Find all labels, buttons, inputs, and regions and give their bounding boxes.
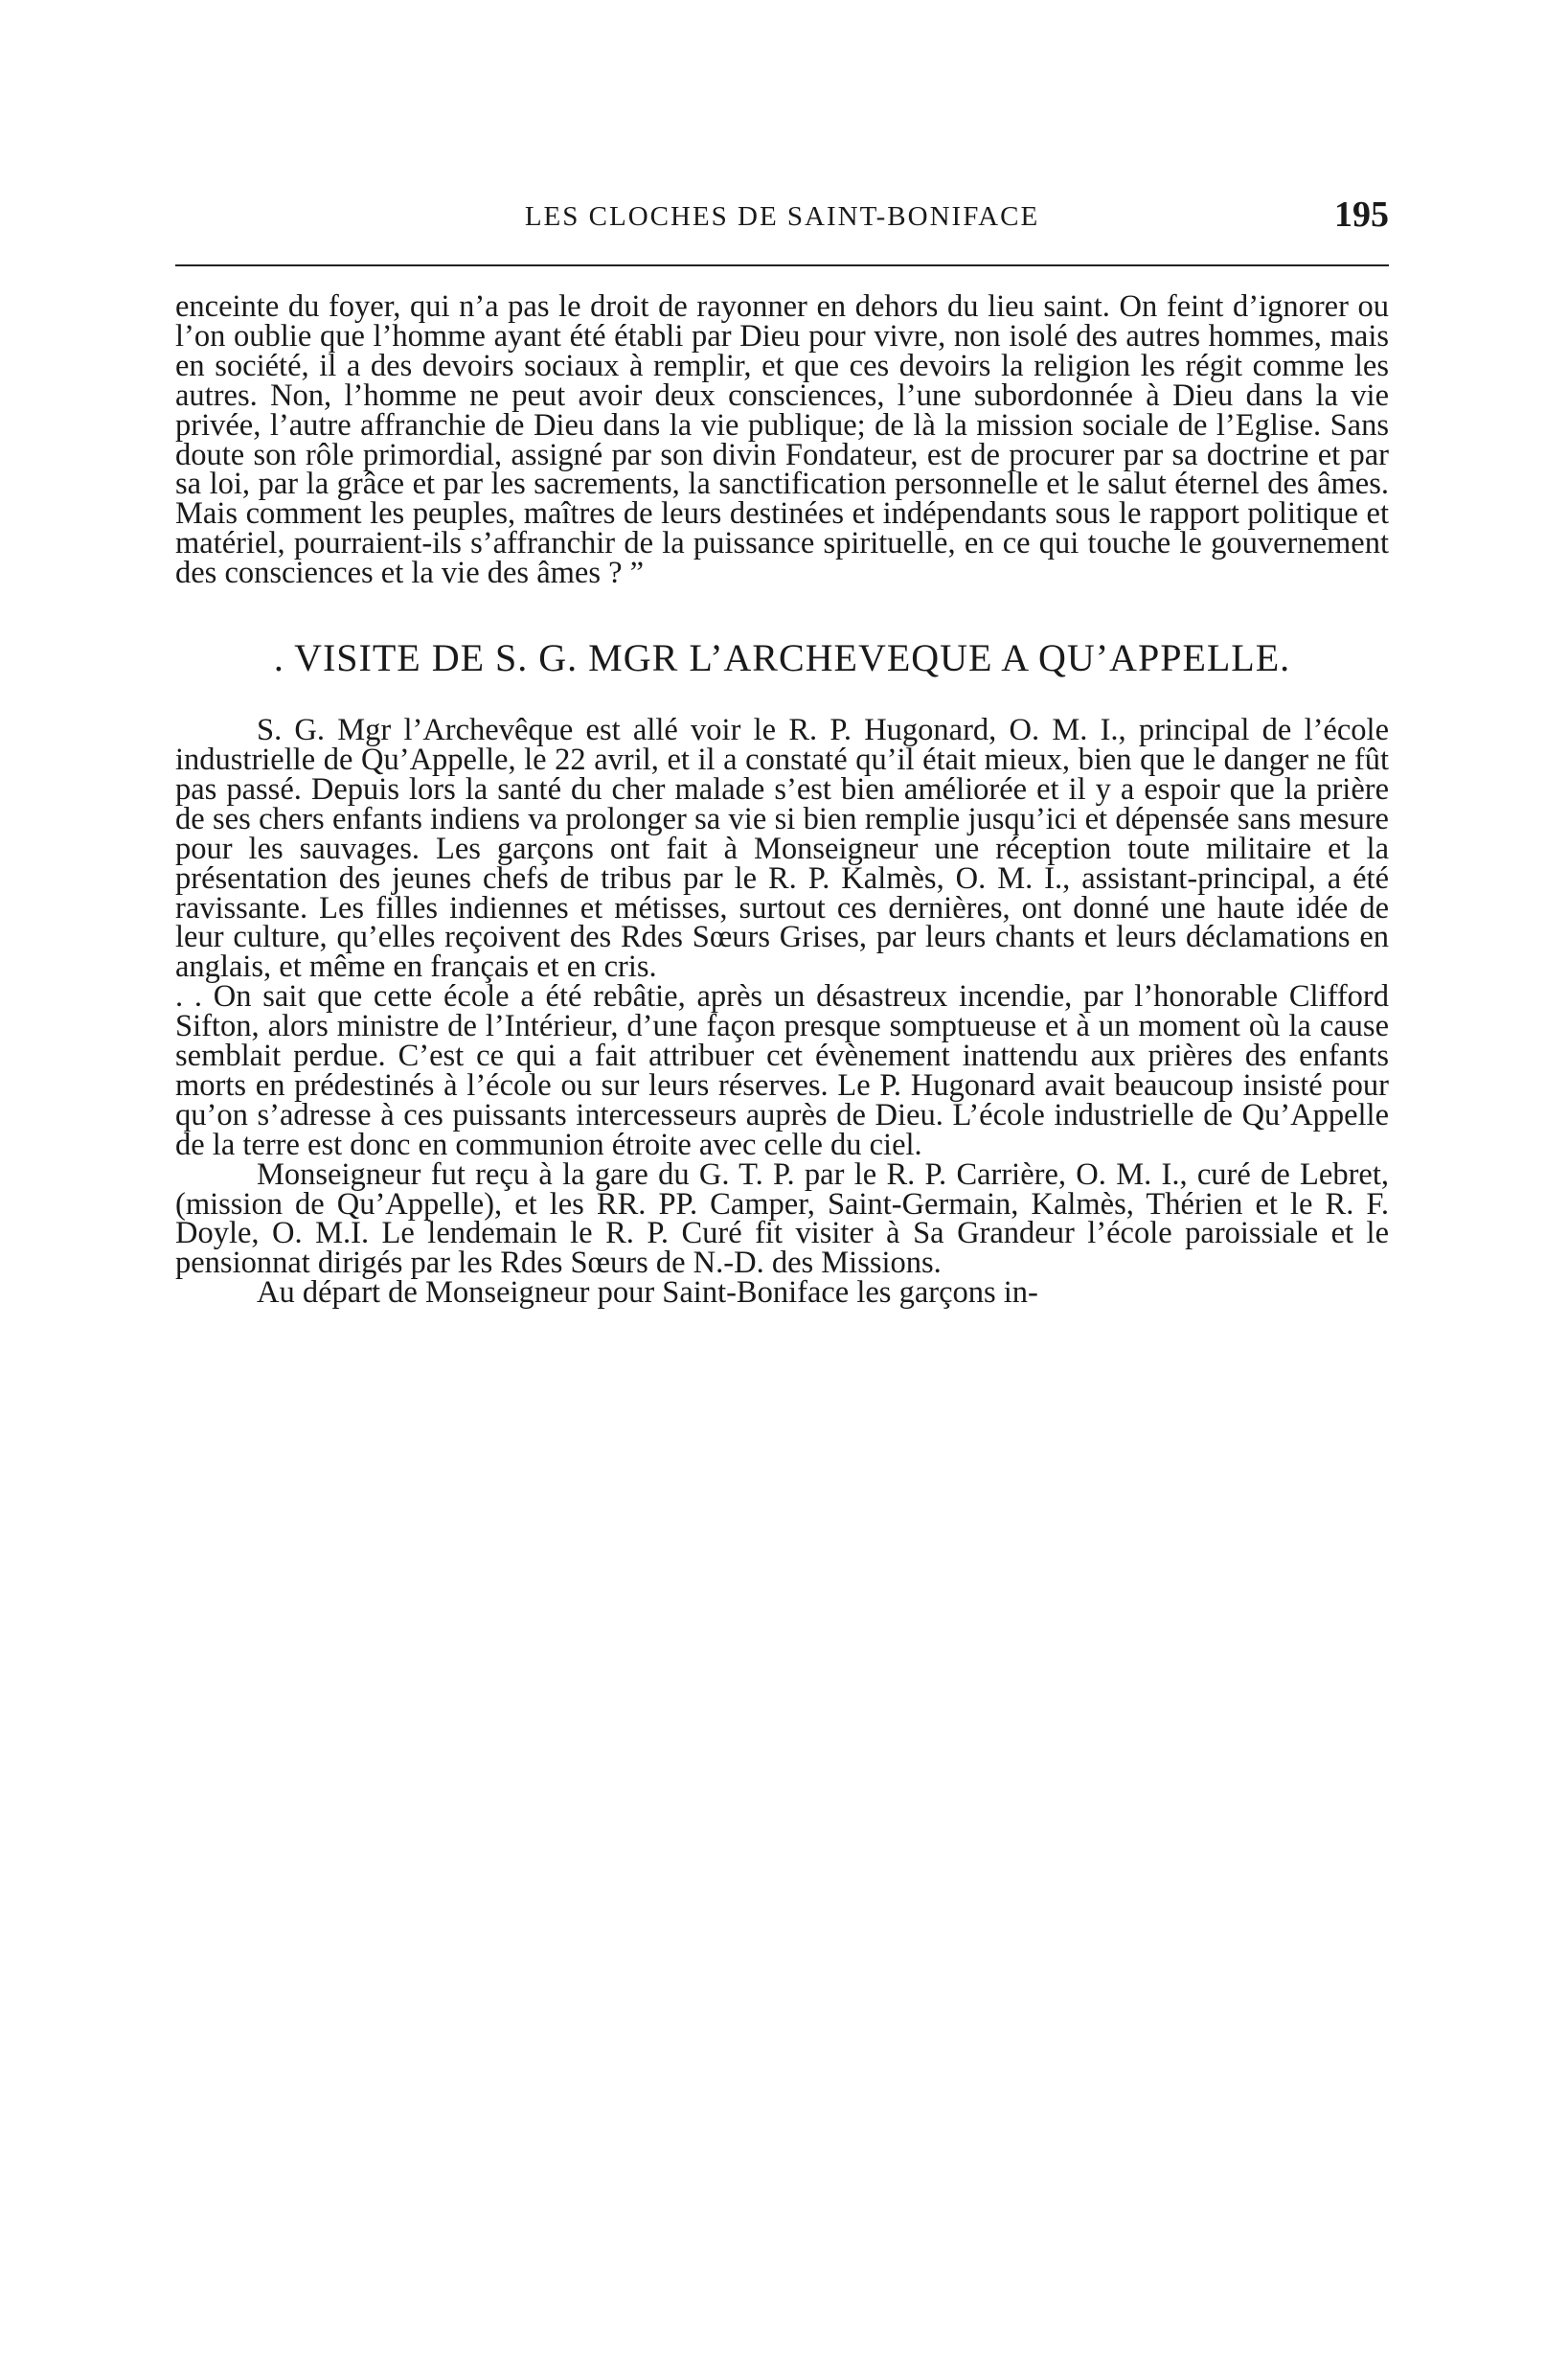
running-title: LES CLOCHES DE SAINT-BONIFACE xyxy=(524,201,1040,232)
section-title: . VISITE DE S. G. MGR L’ARCHEVEQUE A QU’APPELLE. xyxy=(273,636,1291,680)
running-head xyxy=(175,192,1389,249)
paragraph-1: S. G. Mgr l’Archevêque est allé voir le R. P. Hugonard, O. M. I., principal de l’école industrielle de Qu’Appelle, le 22 avril, et il a constaté qu’il était mieux, bien que le danger ne fût pas passé. Depuis lors la santé du cher malade s’est bien améliorée et il y a espoir que la prière de ses chers enfants indiens va prolonger sa vie si bien remplie jusqu’ici et dépensée sans mesure pour les sauvages. Les garçons ont fait à Monseigneur une réception toute militaire et la présentation des jeunes chefs de tribus par le R. P. Kalmès, O. M. I., assistant-principal, a été ravissante. Les filles indiennes et métisses, surtout ces dernières, ont donné une haute idée de leur culture, qu’elles reçoivent des Rdes Sœurs Grises, par leurs chants et leurs déclamations en anglais, et même en français et en cris. xyxy=(175,713,1389,985)
header-rule xyxy=(175,264,1389,266)
paragraph-2: . . On sait que cette école a été rebâtie, après un désastreux incendie, par l’honorable Clifford Sifton, alors ministre de l’Intérieur, d’une façon presque somptueuse et à un moment où la cause semblait perdue. C’est ce qui a fait attribuer cet évènement inattendu aux prières des enfants morts en prédestinés à l’école ou sur leurs réserves. Le P. Hugonard avait beaucoup insisté pour qu’on s’adresse à ces puissants intercesseurs auprès de Dieu. L’école industrielle de Qu’Appelle de la terre est donc en communion étroite avec celle du ciel. xyxy=(175,979,1389,1162)
page-number: 195 xyxy=(1334,194,1389,235)
paragraph-4: Au départ de Monseigneur pour Saint-Boniface les garçons in- xyxy=(257,1275,1038,1311)
paragraph-continuation: enceinte du foyer, qui n’a pas le droit de rayonner en dehors du lieu saint. On feint d’ignorer ou l’on oublie que l’homme ayant été établi par Dieu pour vivre, non isolé des autres hommes, mais en société, il a des devoirs sociaux à remplir, et que ces devoirs la religion les régit comme les autres. Non, l’homme ne peut avoir deux consciences, l’une subordonnée à Dieu dans la vie privée, l’autre affranchie de Dieu dans la vie publique; de là la mission sociale de l’Eglise. Sans doute son rôle primordial, assigné par son divin Fondateur, est de procurer par sa doctrine et par sa loi, par la grâce et par les sacrements, la sanctification personnelle et le salut éternel des âmes. Mais comment les peuples, maîtres de leurs destinées et indépendants sous le rapport politique et matériel, pourraient-ils s’affranchir de la puissance spirituelle, en ce qui touche le gouvernement des consciences et la vie des âmes ? ” xyxy=(175,289,1389,591)
paragraph-3: Monseigneur fut reçu à la gare du G. T. P. par le R. P. Carrière, O. M. I., curé de Lebret, (mission de Qu’Appelle), et les RR. PP. Camper, Saint-Germain, Kalmès, Thérien et le R. F. Doyle, O. M.I. Le lendemain le R. P. Curé fit visiter à Sa Grandeur l’école paroissiale et le pensionnat dirigés par les Rdes Sœurs de N.-D. des Missions. xyxy=(175,1156,1389,1281)
body-text xyxy=(175,289,1389,1311)
